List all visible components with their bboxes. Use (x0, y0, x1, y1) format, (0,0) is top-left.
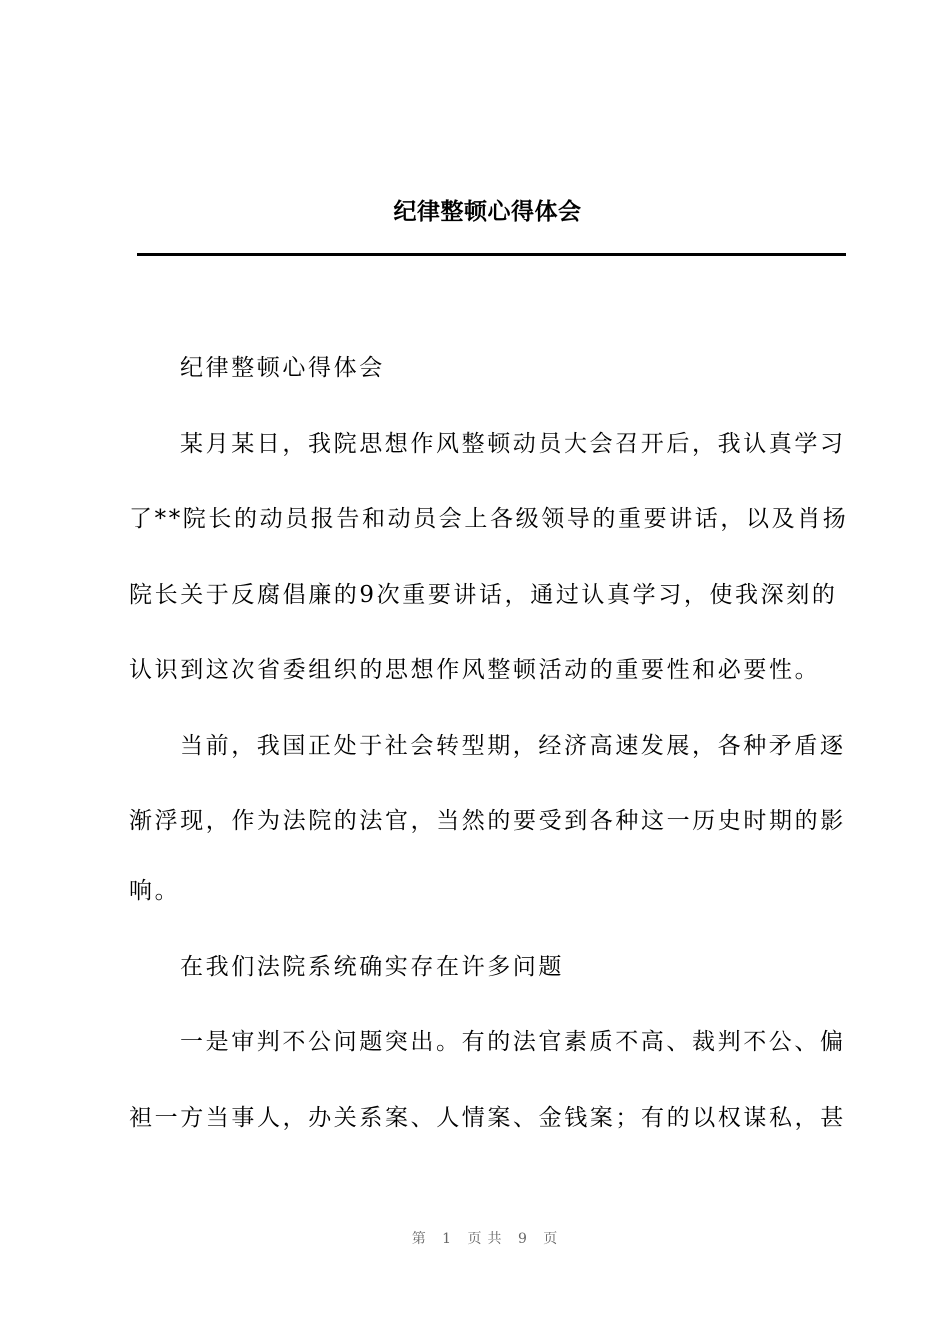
paragraph-line: 渐浮现，作为法院的法官，当然的要受到各种这一历史时期的影 (129, 808, 846, 834)
paragraph-line: 了**院长的动员报告和动员会上各级领导的重要讲话，以及肖扬 (129, 506, 849, 532)
paragraph-line: 一是审判不公问题突出。有的法官素质不高、裁判不公、偏 (180, 1029, 846, 1055)
page-number-footer: 第 1 页共 9 页 (411, 1231, 564, 1247)
paragraph-line: 认识到这次省委组织的思想作风整顿活动的重要性和必要性。 (129, 657, 821, 683)
paragraph-line: 在我们法院系统确实存在许多问题 (180, 954, 564, 980)
paragraph-line: 院长关于反腐倡廉的9次重要讲话，通过认真学习，使我深刻的 (129, 582, 838, 608)
header-divider (137, 253, 846, 256)
paragraph-line: 响。 (129, 878, 181, 904)
paragraph-line: 某月某日，我院思想作风整顿动员大会召开后，我认真学习 (180, 431, 846, 457)
paragraph-line: 当前，我国正处于社会转型期，经济高速发展，各种矛盾逐 (180, 733, 846, 759)
paragraph-heading: 纪律整顿心得体会 (180, 355, 385, 381)
paragraph-line: 袒一方当事人，办关系案、人情案、金钱案；有的以权谋私，甚 (129, 1105, 846, 1131)
header-title: 纪律整顿心得体会 (393, 199, 582, 225)
